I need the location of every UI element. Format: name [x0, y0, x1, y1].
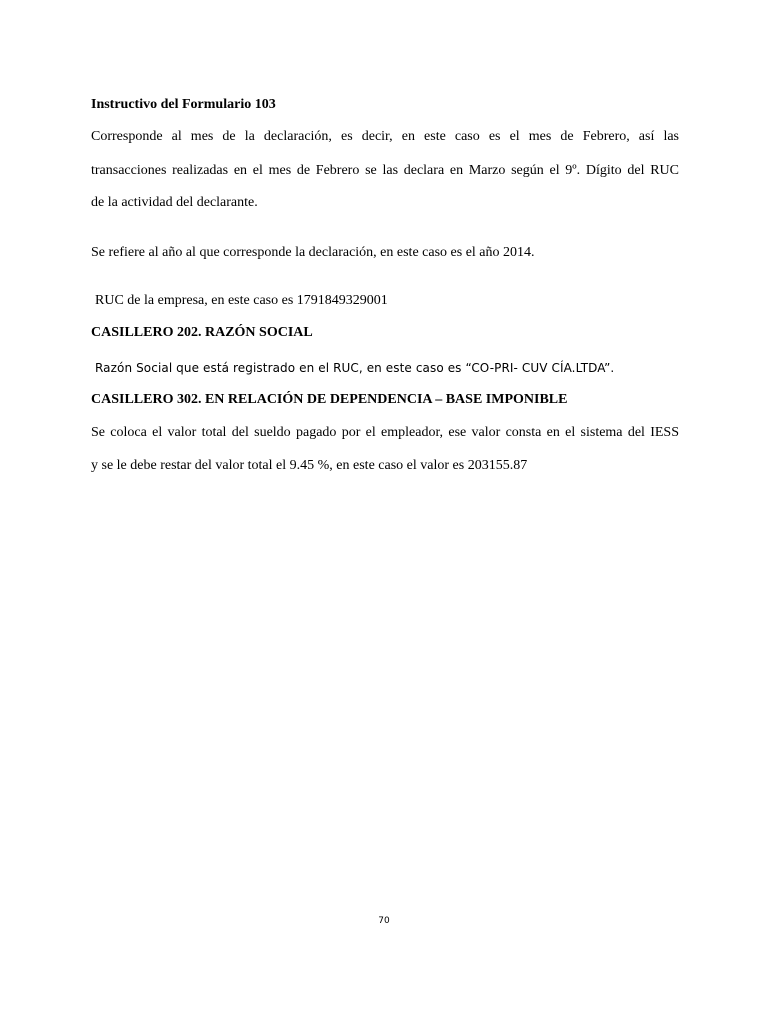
- section-202-title: CASILLERO 202. RAZÓN SOCIAL: [91, 325, 313, 340]
- page-number: 70: [378, 916, 390, 926]
- paragraph-1-line-3: de la actividad del declarante.: [91, 195, 258, 210]
- section-302-title: CASILLERO 302. EN RELACIÓN DE DEPENDENCIA – BASE IMPONIBLE: [91, 392, 568, 407]
- paragraph-1-line-1: Corresponde al mes de la declaración, es decir, en este caso es el mes de Febrero, así las: [91, 129, 679, 144]
- section-302-line-2: y se le debe restar del valor total el 9.45 %, en este caso el valor es 203155.87: [91, 458, 528, 473]
- section-302-line-1: Se coloca el valor total del sueldo pagado por el empleador, ese valor consta en el sistema del IESS: [91, 425, 679, 440]
- paragraph-year: Se refiere al año al que corresponde la declaración, en este caso es el año 2014.: [91, 245, 535, 260]
- section-202-text: Razón Social que está registrado en el RUC, en este caso es “CO-PRI- CUV CÍA.LTDA”.: [95, 361, 615, 375]
- paragraph-ruc: RUC de la empresa, en este caso es 1791849329001: [95, 293, 388, 308]
- paragraph-1-line-2: transacciones realizadas en el mes de Febrero se las declara en Marzo según el 9º. Dígito del RUC: [91, 163, 679, 178]
- document-heading: Instructivo del Formulario 103: [91, 97, 276, 112]
